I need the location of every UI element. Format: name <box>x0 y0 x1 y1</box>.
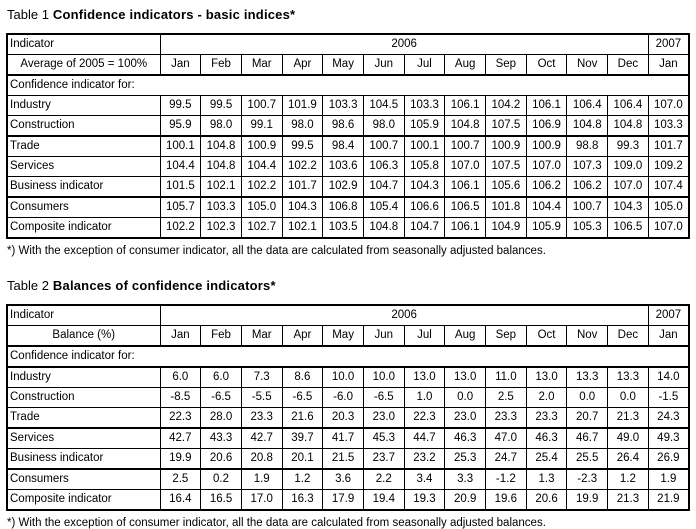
value-cell: 104.8 <box>201 157 242 177</box>
table1-section-row <box>7 75 689 96</box>
value-cell: 103.3 <box>648 116 689 137</box>
value-cell: 102.1 <box>282 218 323 239</box>
value-cell: 13.0 <box>445 367 486 388</box>
table-row <box>7 428 689 449</box>
value-cell: -2.3 <box>567 469 608 490</box>
value-cell: 20.7 <box>567 408 608 429</box>
value-cell: 105.9 <box>526 218 567 239</box>
value-cell: 25.5 <box>567 449 608 470</box>
value-cell: 102.1 <box>201 177 242 198</box>
header-month-dec: Dec <box>608 55 649 76</box>
value-cell: 100.1 <box>404 136 445 157</box>
value-cell: 100.9 <box>486 136 527 157</box>
header-month-jan-2007: Jan <box>648 326 689 347</box>
value-cell: 106.1 <box>445 218 486 239</box>
value-cell: 10.0 <box>323 367 364 388</box>
value-cell: 6.0 <box>160 367 201 388</box>
value-cell: 22.3 <box>160 408 201 429</box>
table2-title-prefix: Table 2 <box>7 278 49 293</box>
value-cell: 106.5 <box>445 197 486 218</box>
value-cell: 16.4 <box>160 490 201 511</box>
header-indicator: Indicator <box>7 305 160 326</box>
table-row <box>7 136 689 157</box>
row-label: Trade <box>7 136 160 157</box>
value-cell: 98.8 <box>567 136 608 157</box>
value-cell: 20.6 <box>201 449 242 470</box>
header-month-mar: Mar <box>241 55 282 76</box>
table1-months-row <box>7 55 689 76</box>
value-cell: 1.2 <box>608 469 649 490</box>
table1-title-prefix: Table 1 <box>7 7 49 22</box>
value-cell: 98.0 <box>363 116 404 137</box>
value-cell: 99.3 <box>608 136 649 157</box>
value-cell: 104.8 <box>363 218 404 239</box>
value-cell: 106.2 <box>526 177 567 198</box>
header-year-2007: 2007 <box>648 34 689 55</box>
value-cell: 21.6 <box>282 408 323 429</box>
value-cell: -6.5 <box>363 388 404 408</box>
value-cell: 21.9 <box>648 490 689 511</box>
header-month-oct: Oct <box>526 326 567 347</box>
value-cell: 23.0 <box>445 408 486 429</box>
header-year-2006: 2006 <box>160 34 648 55</box>
value-cell: 14.0 <box>648 367 689 388</box>
value-cell: -1.2 <box>486 469 527 490</box>
value-cell: 105.0 <box>241 197 282 218</box>
table-row <box>7 449 689 470</box>
row-label: Industry <box>7 96 160 116</box>
value-cell: 2.5 <box>486 388 527 408</box>
value-cell: 106.8 <box>323 197 364 218</box>
value-cell: 103.3 <box>323 96 364 116</box>
value-cell: 100.9 <box>241 136 282 157</box>
row-label: Services <box>7 157 160 177</box>
value-cell: 102.7 <box>241 218 282 239</box>
value-cell: 106.1 <box>526 96 567 116</box>
value-cell: 106.1 <box>445 177 486 198</box>
value-cell: 100.7 <box>241 96 282 116</box>
value-cell: 99.5 <box>282 136 323 157</box>
value-cell: 1.0 <box>404 388 445 408</box>
table1-year-row <box>7 34 689 55</box>
value-cell: 107.3 <box>567 157 608 177</box>
value-cell: 107.0 <box>648 218 689 239</box>
header-month-jan-2007: Jan <box>648 55 689 76</box>
header-month-feb: Feb <box>201 326 242 347</box>
value-cell: 20.6 <box>526 490 567 511</box>
value-cell: 23.0 <box>363 408 404 429</box>
value-cell: 106.9 <box>526 116 567 137</box>
value-cell: 13.3 <box>608 367 649 388</box>
header-month-aug: Aug <box>445 326 486 347</box>
row-label: Services <box>7 428 160 449</box>
value-cell: 104.8 <box>445 116 486 137</box>
value-cell: 42.7 <box>160 428 201 449</box>
value-cell: 104.9 <box>486 218 527 239</box>
value-cell: 20.3 <box>323 408 364 429</box>
value-cell: -6.0 <box>323 388 364 408</box>
value-cell: 20.8 <box>241 449 282 470</box>
value-cell: 47.0 <box>486 428 527 449</box>
value-cell: 43.3 <box>201 428 242 449</box>
header-month-mar: Mar <box>241 326 282 347</box>
value-cell: 44.7 <box>404 428 445 449</box>
value-cell: 23.3 <box>526 408 567 429</box>
value-cell: 46.7 <box>567 428 608 449</box>
value-cell: 100.7 <box>567 197 608 218</box>
value-cell: 105.3 <box>567 218 608 239</box>
value-cell: 106.1 <box>445 96 486 116</box>
value-cell: 24.3 <box>648 408 689 429</box>
value-cell: 3.6 <box>323 469 364 490</box>
value-cell: 2.0 <box>526 388 567 408</box>
value-cell: 2.5 <box>160 469 201 490</box>
header-month-jan: Jan <box>160 55 201 76</box>
value-cell: 104.4 <box>526 197 567 218</box>
value-cell: 99.1 <box>241 116 282 137</box>
value-cell: 104.8 <box>567 116 608 137</box>
value-cell: 0.0 <box>567 388 608 408</box>
header-month-jun: Jun <box>363 326 404 347</box>
value-cell: 0.0 <box>445 388 486 408</box>
value-cell: 26.9 <box>648 449 689 470</box>
table2-year-row <box>7 305 689 326</box>
row-label: Construction <box>7 388 160 408</box>
value-cell: 23.3 <box>486 408 527 429</box>
value-cell: 2.2 <box>363 469 404 490</box>
row-label: Consumers <box>7 469 160 490</box>
spacer <box>6 257 690 278</box>
value-cell: 102.9 <box>323 177 364 198</box>
row-label: Business indicator <box>7 449 160 470</box>
value-cell: 10.0 <box>363 367 404 388</box>
value-cell: 13.3 <box>567 367 608 388</box>
value-cell: 16.3 <box>282 490 323 511</box>
value-cell: 0.2 <box>201 469 242 490</box>
value-cell: 20.1 <box>282 449 323 470</box>
value-cell: 25.4 <box>526 449 567 470</box>
value-cell: 107.0 <box>445 157 486 177</box>
value-cell: 107.5 <box>486 116 527 137</box>
value-cell: 102.3 <box>201 218 242 239</box>
value-cell: 104.8 <box>201 136 242 157</box>
header-month-aug: Aug <box>445 55 486 76</box>
value-cell: 100.7 <box>445 136 486 157</box>
value-cell: 17.0 <box>241 490 282 511</box>
value-cell: 1.9 <box>241 469 282 490</box>
value-cell: 21.3 <box>608 490 649 511</box>
header-month-nov: Nov <box>567 326 608 347</box>
header-month-nov: Nov <box>567 55 608 76</box>
table-row <box>7 388 689 408</box>
table-row <box>7 116 689 137</box>
table-row <box>7 218 689 239</box>
value-cell: 1.3 <box>526 469 567 490</box>
value-cell: 49.0 <box>608 428 649 449</box>
value-cell: 103.5 <box>323 218 364 239</box>
header-month-apr: Apr <box>282 326 323 347</box>
row-label: Business indicator <box>7 177 160 198</box>
value-cell: 102.2 <box>160 218 201 239</box>
header-month-jul: Jul <box>404 55 445 76</box>
value-cell: 109.2 <box>648 157 689 177</box>
table-row <box>7 367 689 388</box>
value-cell: 45.3 <box>363 428 404 449</box>
value-cell: 104.5 <box>363 96 404 116</box>
value-cell: 106.5 <box>608 218 649 239</box>
header-month-sep: Sep <box>486 55 527 76</box>
value-cell: 101.7 <box>282 177 323 198</box>
table2-balances <box>6 304 690 511</box>
value-cell: 1.2 <box>282 469 323 490</box>
value-cell: 98.0 <box>282 116 323 137</box>
value-cell: 104.7 <box>363 177 404 198</box>
value-cell: 105.8 <box>404 157 445 177</box>
table1-footnote: *) With the exception of consumer indicator, all the data are calculated from seasonally adjusted balances. <box>7 245 546 257</box>
value-cell: 107.0 <box>608 177 649 198</box>
value-cell: 103.3 <box>404 96 445 116</box>
header-month-oct: Oct <box>526 55 567 76</box>
value-cell: 101.9 <box>282 96 323 116</box>
table2-months-row <box>7 326 689 347</box>
value-cell: 102.2 <box>282 157 323 177</box>
table-row <box>7 490 689 511</box>
value-cell: 23.3 <box>241 408 282 429</box>
value-cell: 103.6 <box>323 157 364 177</box>
table1-title <box>7 7 690 22</box>
header-indicator: Indicator <box>7 34 160 55</box>
value-cell: 8.6 <box>282 367 323 388</box>
value-cell: 106.3 <box>363 157 404 177</box>
value-cell: 103.3 <box>201 197 242 218</box>
value-cell: 39.7 <box>282 428 323 449</box>
header-unit: Average of 2005 = 100% <box>7 55 160 76</box>
value-cell: 17.9 <box>323 490 364 511</box>
table2-footnote: *) With the exception of consumer indicator, all the data are calculated from seasonally adjusted balances. <box>7 517 546 529</box>
value-cell: 21.5 <box>323 449 364 470</box>
value-cell: 95.9 <box>160 116 201 137</box>
header-month-may: May <box>323 326 364 347</box>
value-cell: 107.0 <box>526 157 567 177</box>
value-cell: 19.9 <box>160 449 201 470</box>
value-cell: 107.5 <box>486 157 527 177</box>
value-cell: -8.5 <box>160 388 201 408</box>
row-label: Consumers <box>7 197 160 218</box>
value-cell: 13.0 <box>404 367 445 388</box>
value-cell: 104.8 <box>608 116 649 137</box>
value-cell: 105.0 <box>648 197 689 218</box>
value-cell: 6.0 <box>201 367 242 388</box>
header-month-sep: Sep <box>486 326 527 347</box>
row-label: Composite indicator <box>7 490 160 511</box>
value-cell: 104.7 <box>404 218 445 239</box>
value-cell: 23.7 <box>363 449 404 470</box>
value-cell: 19.3 <box>404 490 445 511</box>
table-row <box>7 177 689 198</box>
value-cell: 42.7 <box>241 428 282 449</box>
header-year-2007: 2007 <box>648 305 689 326</box>
table-row <box>7 408 689 429</box>
value-cell: 105.6 <box>486 177 527 198</box>
value-cell: -1.5 <box>648 388 689 408</box>
value-cell: 3.4 <box>404 469 445 490</box>
value-cell: 105.9 <box>404 116 445 137</box>
value-cell: 105.7 <box>160 197 201 218</box>
value-cell: 106.4 <box>608 96 649 116</box>
value-cell: 1.9 <box>648 469 689 490</box>
row-label: Composite indicator <box>7 218 160 239</box>
table-row <box>7 469 689 490</box>
row-label: Industry <box>7 367 160 388</box>
value-cell: 106.2 <box>567 177 608 198</box>
value-cell: 23.2 <box>404 449 445 470</box>
value-cell: 19.4 <box>363 490 404 511</box>
header-month-may: May <box>323 55 364 76</box>
header-month-feb: Feb <box>201 55 242 76</box>
value-cell: 7.3 <box>241 367 282 388</box>
value-cell: 11.0 <box>486 367 527 388</box>
value-cell: 99.5 <box>201 96 242 116</box>
value-cell: 104.3 <box>404 177 445 198</box>
section-label: Confidence indicator for: <box>7 346 689 367</box>
header-month-apr: Apr <box>282 55 323 76</box>
value-cell: 109.0 <box>608 157 649 177</box>
value-cell: 46.3 <box>526 428 567 449</box>
value-cell: 24.7 <box>486 449 527 470</box>
value-cell: -6.5 <box>282 388 323 408</box>
value-cell: 101.8 <box>486 197 527 218</box>
section-label: Confidence indicator for: <box>7 75 689 96</box>
value-cell: 106.6 <box>404 197 445 218</box>
value-cell: 99.5 <box>160 96 201 116</box>
row-label: Trade <box>7 408 160 429</box>
value-cell: 107.4 <box>648 177 689 198</box>
value-cell: 101.5 <box>160 177 201 198</box>
row-label: Construction <box>7 116 160 137</box>
value-cell: 0.0 <box>608 388 649 408</box>
value-cell: 102.2 <box>241 177 282 198</box>
value-cell: 100.9 <box>526 136 567 157</box>
table2-title-text: Balances of confidence indicators* <box>52 278 276 293</box>
value-cell: 20.9 <box>445 490 486 511</box>
table-row <box>7 157 689 177</box>
value-cell: 13.0 <box>526 367 567 388</box>
value-cell: 104.3 <box>608 197 649 218</box>
value-cell: 3.3 <box>445 469 486 490</box>
value-cell: 104.4 <box>160 157 201 177</box>
header-month-jan: Jan <box>160 326 201 347</box>
value-cell: 100.1 <box>160 136 201 157</box>
header-unit: Balance (%) <box>7 326 160 347</box>
value-cell: 22.3 <box>404 408 445 429</box>
value-cell: 26.4 <box>608 449 649 470</box>
table-row <box>7 197 689 218</box>
value-cell: 104.4 <box>241 157 282 177</box>
value-cell: 28.0 <box>201 408 242 429</box>
value-cell: 19.6 <box>486 490 527 511</box>
header-year-2006: 2006 <box>160 305 648 326</box>
value-cell: 25.3 <box>445 449 486 470</box>
value-cell: 21.3 <box>608 408 649 429</box>
value-cell: 105.4 <box>363 197 404 218</box>
value-cell: 16.5 <box>201 490 242 511</box>
header-month-jul: Jul <box>404 326 445 347</box>
value-cell: 100.7 <box>363 136 404 157</box>
value-cell: 101.7 <box>648 136 689 157</box>
value-cell: 49.3 <box>648 428 689 449</box>
value-cell: 41.7 <box>323 428 364 449</box>
header-month-jun: Jun <box>363 55 404 76</box>
table2-section-row <box>7 346 689 367</box>
header-month-dec: Dec <box>608 326 649 347</box>
value-cell: 106.4 <box>567 96 608 116</box>
table2-title <box>7 278 690 293</box>
value-cell: -6.5 <box>201 388 242 408</box>
value-cell: 46.3 <box>445 428 486 449</box>
value-cell: 104.2 <box>486 96 527 116</box>
value-cell: 107.0 <box>648 96 689 116</box>
value-cell: 19.9 <box>567 490 608 511</box>
value-cell: -5.5 <box>241 388 282 408</box>
value-cell: 98.4 <box>323 136 364 157</box>
table1-basic-indices <box>6 33 690 239</box>
value-cell: 104.3 <box>282 197 323 218</box>
value-cell: 98.6 <box>323 116 364 137</box>
table1-title-text: Confidence indicators - basic indices* <box>52 7 296 22</box>
value-cell: 98.0 <box>201 116 242 137</box>
table-row <box>7 96 689 116</box>
